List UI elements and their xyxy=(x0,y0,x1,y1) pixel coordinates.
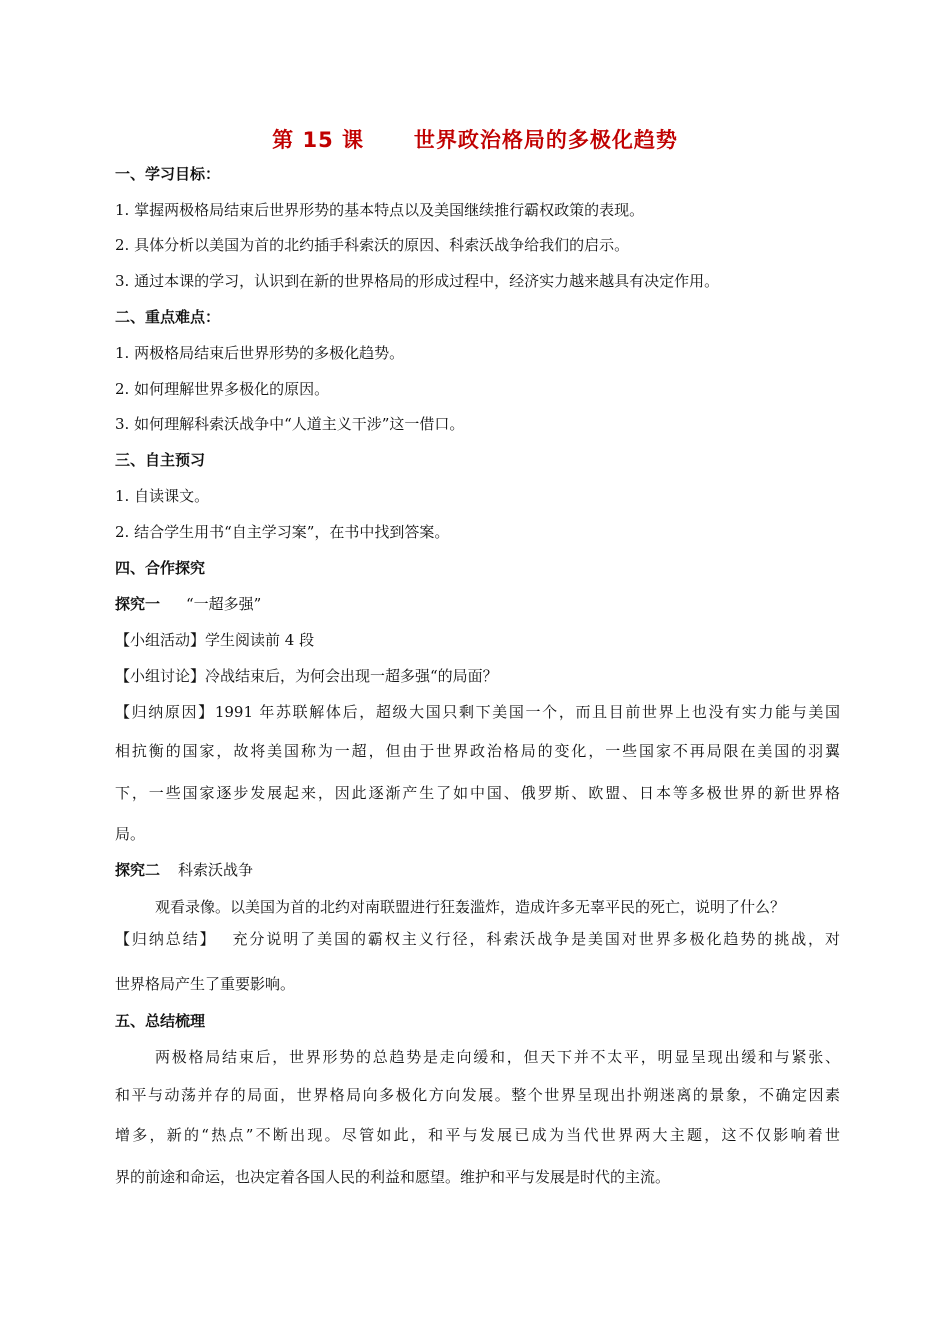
explore2-summary-line-2: 世界格局产生了重要影响。 xyxy=(115,975,296,993)
explore1-discussion xyxy=(115,666,840,686)
page-title: 第 15 课 世界政治格局的多极化趋势 xyxy=(272,128,678,152)
section-heading-summary: 五、总结梳理 xyxy=(115,1012,206,1030)
objective-item-3: 3. 通过本课的学习，认识到在新的世界格局的形成过程中，经济实力越来越具有决定作用。 xyxy=(115,272,720,290)
explore1-summary-line-4: 局。 xyxy=(115,825,146,843)
preview-item-2: 2. 结合学生用书“自主学习案”，在书中找到答案。 xyxy=(115,523,450,541)
explore2-summary-tag: 【归纳总结】 xyxy=(115,930,217,948)
explore1-summary-line-2: 相抗衡的国家，故将美国称为一超，但由于世界政治格局的变化，一些国家不再局限在美国的羽翼 xyxy=(115,742,840,760)
objective-item-1: 1. 掌握两极格局结束后世界形势的基本特点以及美国继续推行霸权政策的表现。 xyxy=(115,201,645,219)
activity-tag: 【小组活动】 xyxy=(115,631,206,649)
explore1-summary-line-1 xyxy=(115,702,840,722)
explore1-activity xyxy=(115,630,840,650)
section-heading-objectives: 一、学习目标： xyxy=(115,165,221,183)
explore2-topic: 科索沃战争 xyxy=(178,861,254,879)
explore1-summary-line-3: 下，一些国家逐步发展起来，因此逐渐产生了如中国、俄罗斯、欧盟、日本等多极世界的新世界格 xyxy=(115,784,840,802)
section-heading-explore: 四、合作探究 xyxy=(115,559,206,577)
discussion-text: 冷战结束后，为何会出现一超多强“的局面？ xyxy=(205,667,498,685)
explore2-summary-text-1: 充分说明了美国的霸权主义行径，科索沃战争是美国对世界多极化趋势的挑战，对 xyxy=(230,930,840,948)
explore1-topic: “一超多强” xyxy=(186,595,262,613)
section-heading-key-points: 二、重点难点： xyxy=(115,308,221,326)
explore2-header xyxy=(115,860,840,880)
key-point-item-2: 2. 如何理解世界多极化的原因。 xyxy=(115,380,330,398)
summary-paragraph-line-3: 增多，新的“热点”不断出现。尽管如此，和平与发展已成为当代世界两大主题，这不仅影响着世 xyxy=(115,1126,840,1144)
explore1-header xyxy=(115,594,840,614)
activity-text: 学生阅读前 4 段 xyxy=(205,631,315,649)
preview-item-1: 1. 自读课文。 xyxy=(115,487,210,505)
key-point-item-3: 3. 如何理解科索沃战争中“人道主义干涉”这一借口。 xyxy=(115,415,465,433)
summary-text-1: 1991 年苏联解体后，超级大国只剩下美国一个，而且目前世界上也没有实力能与美国 xyxy=(214,703,840,721)
section-heading-preview: 三、自主预习 xyxy=(115,451,206,469)
summary-paragraph-line-2: 和平与动荡并存的局面，世界格局向多极化方向发展。整个世界呈现出扑朔迷离的景象，不确定因素 xyxy=(115,1086,840,1104)
key-point-item-1: 1. 两极格局结束后世界形势的多极化趋势。 xyxy=(115,344,405,362)
summary-paragraph-line-4: 界的前途和命运，也决定着各国人民的利益和愿望。维护和平与发展是时代的主流。 xyxy=(115,1168,671,1186)
discussion-tag: 【小组讨论】 xyxy=(115,667,206,685)
explore1-label: 探究一 xyxy=(115,595,161,613)
explore2-label: 探究二 xyxy=(115,861,161,879)
explore2-question: 观看录像。以美国为首的北约对南联盟进行狂轰滥炸，造成许多无辜平民的死亡，说明了什么？ xyxy=(155,898,786,916)
objective-item-2: 2. 具体分析以美国为首的北约插手科索沃的原因、科索沃战争给我们的启示。 xyxy=(115,236,630,254)
summary-paragraph-line-1: 两极格局结束后，世界形势的总趋势是走向缓和，但天下并不太平，明显呈现出缓和与紧张、 xyxy=(155,1048,840,1066)
summary-tag: 【归纳原因】 xyxy=(115,703,215,721)
explore2-summary-line-1 xyxy=(115,929,840,949)
